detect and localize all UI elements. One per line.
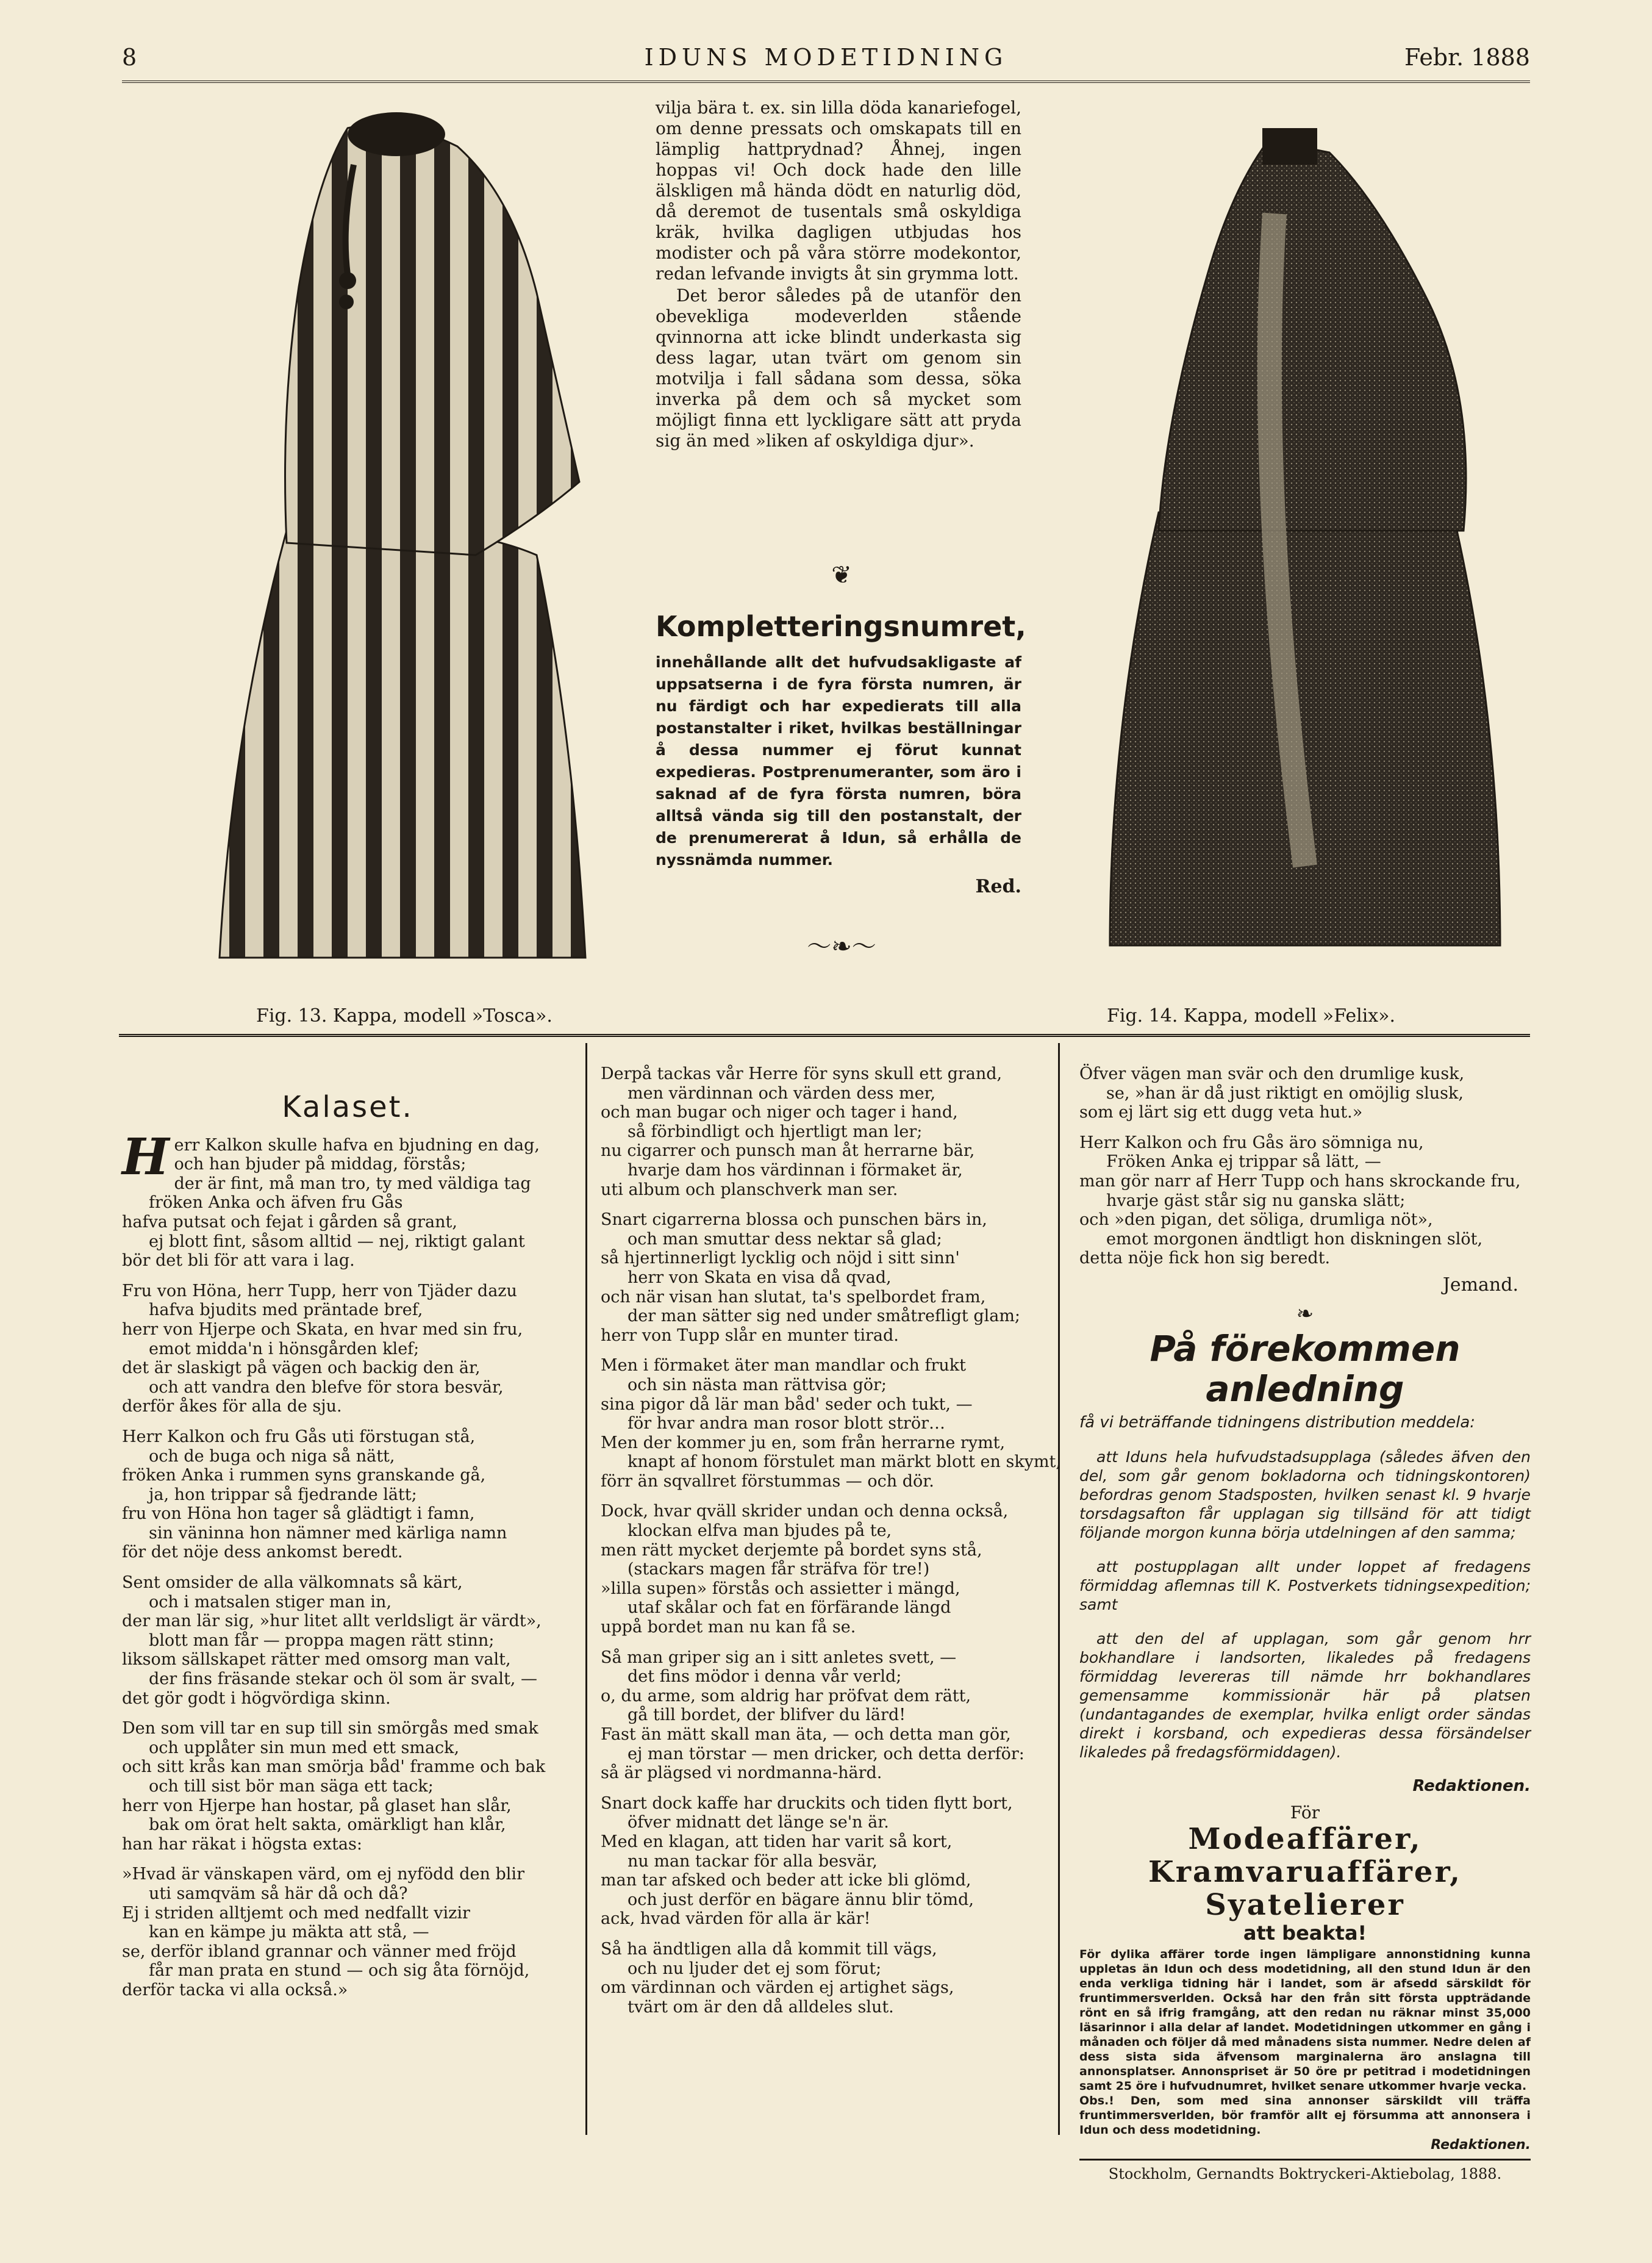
poem-line: Herr Kalkon och fru Gås äro sömniga nu, — [1079, 1133, 1424, 1152]
poem-line: tvärt om är den då alldeles slut. — [628, 1997, 894, 2017]
header-rule — [122, 81, 1530, 87]
poem-line: der man lär sig, »hur litet allt verldsligt är värdt», — [122, 1612, 542, 1631]
column-divider — [1058, 1043, 1060, 2135]
poem-line: emot midda'n i hönsgården klef; — [149, 1339, 420, 1358]
notice-signature: Red. — [975, 876, 1021, 897]
poem-line: se, »han är då just riktigt en omöjlig slusk, — [1106, 1083, 1464, 1103]
poem-line: hvarje gäst står sig nu ganska slätt; — [1106, 1191, 1406, 1210]
article-continuation — [656, 98, 1021, 453]
poem-line: man tar afsked och beder att icke bli glömd, — [601, 1871, 971, 1890]
poem-line: och nu ljuder det ej som förut; — [628, 1959, 882, 1978]
poem-line: och de buga och niga så nätt, — [149, 1446, 395, 1466]
announcement-signature: Redaktionen. — [1412, 1776, 1531, 1795]
poem-line: »lilla supen» förstås och assietter i mängd, — [601, 1579, 960, 1598]
poem-line: herr von Tupp slår en munter tirad. — [601, 1325, 899, 1345]
poem-line: Fast än mätt skall man äta, — och detta man gör, — [601, 1725, 1011, 1744]
poem-line: hvarje dam hos värdinnan i förmaket är, — [628, 1160, 963, 1180]
poem-title: Kalaset. — [282, 1090, 413, 1124]
poem-line: Snart dock kaffe har druckits och tiden flytt bort, — [601, 1793, 1013, 1813]
fig13-caption: Fig. 13. Kappa, modell »Tosca». — [256, 1005, 552, 1027]
poem-line: err Kalkon skulle hafva en bjudning en dag, — [174, 1135, 540, 1155]
poem-stanza — [601, 1502, 1049, 1637]
poem-line: nu man tackar för alla besvär, — [628, 1851, 878, 1871]
poem-line: detta nöje fick hon sig beredt. — [1079, 1249, 1331, 1268]
poem-stanza — [601, 1356, 1061, 1491]
poem-line: och upplåter sin mun med ett smack, — [149, 1738, 460, 1757]
poem-signature: Jemand. — [1442, 1274, 1518, 1296]
poem-stanza — [122, 1865, 573, 1999]
poem-line: gå till bordet, der blifver du lärd! — [628, 1705, 906, 1725]
poem-line: herr von Hjerpe och Skata, en hvar med sin fru, — [122, 1319, 523, 1339]
poem-line: derför tacka vi alla också.» — [122, 1980, 348, 1999]
poem-stanza — [1079, 1133, 1531, 1268]
poem-line: emot morgonen ändtligt hon diskningen slöt, — [1106, 1229, 1483, 1249]
poem-line: der fins fräsande stekar och öl som är svalt, — — [149, 1669, 537, 1689]
poem-column-1 — [122, 1090, 573, 2011]
poem-line: hafva bjudits med präntade bref, — [149, 1300, 423, 1320]
poem-line: herr von Skata en visa då qvad, — [628, 1268, 892, 1287]
poem-line: bör det bli för att vara i lag. — [122, 1251, 355, 1271]
poem-line: Sent omsider de alla välkomnats så kärt, — [122, 1573, 463, 1593]
poem-line: herr von Hjerpe han hostar, på glaset han slår, — [122, 1796, 512, 1815]
poem-line: för det nöje dess ankomst beredt. — [122, 1543, 403, 1562]
announcement-block — [1079, 1329, 1531, 1795]
poem-line: nu cigarrer och punsch man åt herrarne bär, — [601, 1141, 975, 1161]
poem-line: som ej lärt sig ett dugg veta hut.» — [1079, 1103, 1363, 1122]
fig14-caption: Fig. 14. Kappa, modell »Felix». — [1107, 1005, 1396, 1027]
poem-stanza — [122, 1573, 573, 1708]
poem-line: det fins mödor i denna vår verld; — [628, 1667, 902, 1687]
ad-line-4: att beakta! — [1243, 1921, 1367, 1945]
poem-stanza — [1079, 1064, 1531, 1122]
poem-line: det är slaskigt på vägen och backig den är, — [122, 1358, 481, 1378]
paragraph: vilja bära t. ex. sin lilla döda kanariefogel, om denne pressats och omskapats till en lämplig hattprydnad? Åhnej, ingen hoppas vi! Och dock hade den lille älskligen må hända dödt en naturlig död, då deremot de tusentals små oskyldiga kräk, hvilka dagligen utbjudas hos modister och på våra större modekontor, redan lefvande invigts åt sin grymma lott. — [656, 98, 1021, 284]
poem-line: och att vandra den blefve för stora besvär, — [149, 1377, 504, 1397]
poem-line: Men der kommer ju en, som från herrarne rymt, — [601, 1433, 1006, 1452]
poem-line: sina pigor då lär man båd' seder och tukt, — — [601, 1394, 973, 1414]
poem-line: blott man får — proppa magen rätt stinn; — [149, 1630, 495, 1650]
section-rule — [119, 1034, 1530, 1042]
poem-line: ack, hvad värden för alla är kär! — [601, 1909, 871, 1929]
column-divider — [585, 1043, 587, 2135]
poem-stanza — [122, 1719, 573, 1854]
advertisement — [1079, 1802, 1531, 2153]
poem-line: hafva putsat och fejat i gården så grant, — [122, 1212, 457, 1232]
poem-line: o, du arme, som aldrig har pröfvat dem rätt, — [601, 1686, 971, 1705]
poem-line: och just derför en bägare ännu blir tömd, — [628, 1890, 974, 1909]
poem-line: och man smuttar dess nektar så glad; — [628, 1229, 942, 1249]
ad-line-3: Syatelierer — [1205, 1887, 1405, 1922]
poem-line: »Hvad är vänskapen värd, om ej nyfödd den blir — [122, 1865, 524, 1884]
poem-line: och till sist bör man säga ett tack; — [149, 1777, 434, 1796]
ornament-leaf-icon: ❧ — [1296, 1301, 1314, 1326]
poem-line: Snart cigarrerna blossa och punschen bärs in, — [601, 1210, 987, 1230]
poem-line: Men i förmaket äter man mandlar och frukt — [601, 1356, 966, 1375]
poem-stanza — [122, 1282, 573, 1416]
ornament-flourish-icon: ❦ — [831, 561, 852, 589]
poem-line: fröken Anka och äfven fru Gås — [149, 1193, 403, 1213]
poem-stanza — [601, 1210, 1049, 1345]
drop-cap: H — [122, 1127, 170, 1186]
poem-line: kan en kämpe ju mäkta att stå, — — [149, 1923, 429, 1942]
poem-line: och när visan han slutat, ta's spelbordet fram, — [601, 1287, 986, 1307]
poem-line: der man sätter sig ned under småtrefligt glam; — [628, 1307, 1021, 1326]
poem-line: Så ha ändtligen alla då kommit till vägs, — [601, 1939, 937, 1959]
right-column — [1079, 1064, 1531, 2182]
poem-line: och sin nästa man rättvisa gör; — [628, 1375, 887, 1394]
poem-line: så är plägsed vi nordmanna-härd. — [601, 1763, 882, 1783]
poem-line: om värdinnan och värden ej artighet sägs, — [601, 1978, 954, 1998]
imprint: Stockholm, Gernandts Boktryckeri-Aktiebolag, 1888. — [1108, 2165, 1502, 2182]
poem-line: (stackars magen får sträfva för tre!) — [628, 1560, 930, 1579]
poem-line: ej man törstar — men dricker, och detta derför: — [628, 1744, 1024, 1763]
announcement-item: att den del af upplagan, som går genom hrr bokhandlare i landsorten, likaledes på fredagens förmiddag levereras till nämde hrr bokhandlares gemensamme kommissionär här på platsen (undantagandes de exemplar, hvilka enligt order sändas direkt i korsband, och expedieras dessa försändelser likaledes på fredagsförmiddagen). — [1079, 1629, 1531, 1761]
announcement-item: att postupplagan allt under loppet af fredagens förmiddag aflemnas till K. Postverkets tidningsexpedition; samt — [1079, 1557, 1531, 1613]
poem-line: uppå bordet man nu kan få se. — [601, 1618, 856, 1637]
poem-line: så förbindligt och hjertligt man ler; — [628, 1122, 923, 1141]
poem-line: se, derför ibland grannar och vänner med fröjd — [122, 1942, 517, 1961]
page-header — [122, 44, 1530, 81]
announcement-item: att Iduns hela hufvudstadsupplaga (således äfven den del, som går genom bokladorna och tidningskontoren) befordras genom Stadsposten, hvilken senast kl. 9 hvarje torsdagsafton får upplagan sig tillsänd för att tidigt följande morgon kunna börja utdelningen af den samma; — [1079, 1447, 1531, 1541]
poem-line: uti samqväm så här då och då? — [149, 1884, 408, 1903]
poem-line: sin väninna hon nämner med kärliga namn — [149, 1523, 507, 1543]
ad-signature: Redaktionen. — [1431, 2137, 1531, 2153]
poem-line: utaf skålar och fat en förfärande längd — [628, 1598, 951, 1618]
poem-line: men rätt mycket derjemte på bordet syns stå, — [601, 1540, 982, 1560]
poem-line: ej blott fint, såsom alltid — nej, riktigt galant — [149, 1232, 525, 1251]
poem-line: Fru von Höna, herr Tupp, herr von Tjäder dazu — [122, 1281, 517, 1300]
poem-column-2 — [601, 1064, 1061, 2028]
poem-line: och sitt krås kan man smörja båd' framme och bak — [122, 1757, 546, 1777]
poem-line: derför åkes för alla de sju. — [122, 1397, 342, 1416]
imprint-rule — [1079, 2159, 1531, 2161]
poem-line: Så man griper sig an i sitt anletes svett, — — [601, 1648, 957, 1667]
poem-line: liksom sällskapet rätter med omsorg man valt, — [122, 1650, 511, 1669]
poem-stanza — [601, 1648, 1049, 1783]
poem-line: och »den pigan, det söliga, drumliga nöt», — [1079, 1210, 1433, 1230]
poem-line: der är fint, må man tro, ty med väldiga tag — [174, 1174, 531, 1193]
ad-line-2: Kramvaruaffärer, — [1148, 1854, 1462, 1889]
poem-line: knapt af honom förstulet man märkt blott en skymt, — [628, 1452, 1061, 1472]
poem-line: så hjertinnerligt lycklig och nöjd i sitt sinn' — [601, 1249, 960, 1268]
poem-line: han har räkat i högsta extas: — [122, 1834, 362, 1854]
poem-line: ja, hon trippar så fjedrande lätt; — [149, 1485, 417, 1504]
fig13-illustration — [195, 91, 622, 988]
poem-stanza — [122, 1427, 573, 1562]
poem-line: fru von Höna hon tager så glädtigt i famn, — [122, 1504, 475, 1524]
poem-line: fröken Anka i rummen syns granskande gå, — [122, 1466, 486, 1485]
ad-obs: Obs.! Den, som med sina annonser särskildt vill träffa fruntimmersverlden, bör framför allt ej försumma att annonsera i Idun och dess modetidning. — [1079, 2093, 1531, 2137]
poem-line: Med en klagan, att tiden har varit så kort, — [601, 1832, 953, 1851]
poem-line: Den som vill tar en sup till sin smörgås med smak — [122, 1719, 538, 1738]
announcement-heading: På förekommen anledning — [1150, 1327, 1461, 1410]
poem-line: Fröken Anka ej trippar så lätt, — — [1106, 1152, 1381, 1172]
poem-line: för hvar andra man rosor blott strör… — [628, 1414, 945, 1433]
poem-line: det gör godt i högvördiga skinn. — [122, 1688, 391, 1708]
poem-line: får man prata en stund — och sig åta förnöjd, — [149, 1961, 530, 1981]
poem-line: Herr Kalkon och fru Gås uti förstugan stå, — [122, 1427, 476, 1446]
ad-for: För — [1290, 1802, 1320, 1823]
poem-line: uti album och planschverk man ser. — [601, 1180, 898, 1199]
poem-line: man gör narr af Herr Tupp och hans skrockande fru, — [1079, 1171, 1521, 1191]
masthead-title: IDUNS MODETIDNING — [644, 44, 1008, 71]
announcement-intro: få vi beträffande tidningens distribution meddela: — [1079, 1413, 1476, 1432]
poem-stanza — [122, 1127, 573, 1271]
poem-line: men värdinnan och värden dess mer, — [628, 1083, 936, 1103]
poem-line: Derpå tackas vår Herre för syns skull ett grand, — [601, 1064, 1003, 1083]
poem-stanza — [601, 1794, 1049, 1929]
paragraph: Det beror således på de utanför den obevekliga modeverlden stående qvinnorna att icke blindt underkasta sig dess lagar, utan tvärt om genom sin motvilja i fall sådana som dessa, söka inverka på dem och så mycket som möjligt finna ett lyckligare sätt att pryda sig än med »liken af oskyldiga djur». — [656, 285, 1021, 451]
poem-stanza — [601, 1940, 1049, 2017]
poem-line: Öfver vägen man svär och den drumlige kusk, — [1079, 1064, 1465, 1083]
notice-heading: Kompletteringsnumret, — [656, 610, 1026, 643]
ad-line-1: Modeaffärer, — [1188, 1821, 1422, 1856]
poem-line: Dock, hvar qväll skrider undan och denna också, — [601, 1502, 1009, 1521]
poem-line: och han bjuder på middag, förstås; — [174, 1155, 467, 1174]
poem-line: och man bugar och niger och tager i hand, — [601, 1103, 958, 1122]
poem-line: Ej i striden alltjemt och med nedfallt vizir — [122, 1903, 470, 1923]
notice-body: innehållande allt det hufvudsakligaste af uppsatserna i de fyra första numren, är nu färdigt och har expedierats till alla postanstalter i riket, hvilkas beställningar å dessa nummer ej förut kunnat expedieras. Postprenumeranter, som äro i saknad af de fyra första numren, böra alltså vända sig till den postanstalt, der de prenumererat å Idun, så erhålla de nyssnämda nummer. — [656, 653, 1021, 869]
poem-line: och i matsalen stiger man in, — [149, 1592, 392, 1612]
notice-block — [656, 610, 1026, 897]
poem-line: klockan elfva man bjudes på te, — [628, 1521, 892, 1541]
poem-line: öfver midnatt det länge se'n är. — [628, 1813, 889, 1832]
ad-body: För dylika affärer torde ingen lämpligare annonstidning kunna uppletas än Idun och dess modetidning, all den stund Idun är den enda verkliga tidning här i landet, som är afsedd särskildt för fruntimmersverlden. Också har den från sitt första uppträdande rönt en så ifrig framgång, att den redan nu räknar minst 35,000 läsarinnor i alla delar af landet. Modetidningen utkommer en gång i månaden och följer då med månadens sista nummer. Nedre delen af dess sista sida äfvensom marginalerna äro anslagna till annonsplatser. Annonspriset är 50 öre pr petitrad i modetidningen samt 25 öre i hufvudnumret, hvilket senare utkommer hvarje vecka. — [1079, 1947, 1531, 2093]
page-number: 8 — [122, 44, 137, 71]
poem-stanza — [601, 1064, 1049, 1199]
poem-line: bak om örat helt sakta, omärkligt han klår, — [149, 1815, 506, 1835]
issue-date: Febr. 1888 — [1404, 44, 1530, 71]
poem-line: förr än sqvallret förstummas — och dör. — [601, 1471, 934, 1491]
ornament-scroll-icon: 〜❧〜 — [807, 933, 876, 961]
fig14-illustration — [1085, 116, 1525, 958]
